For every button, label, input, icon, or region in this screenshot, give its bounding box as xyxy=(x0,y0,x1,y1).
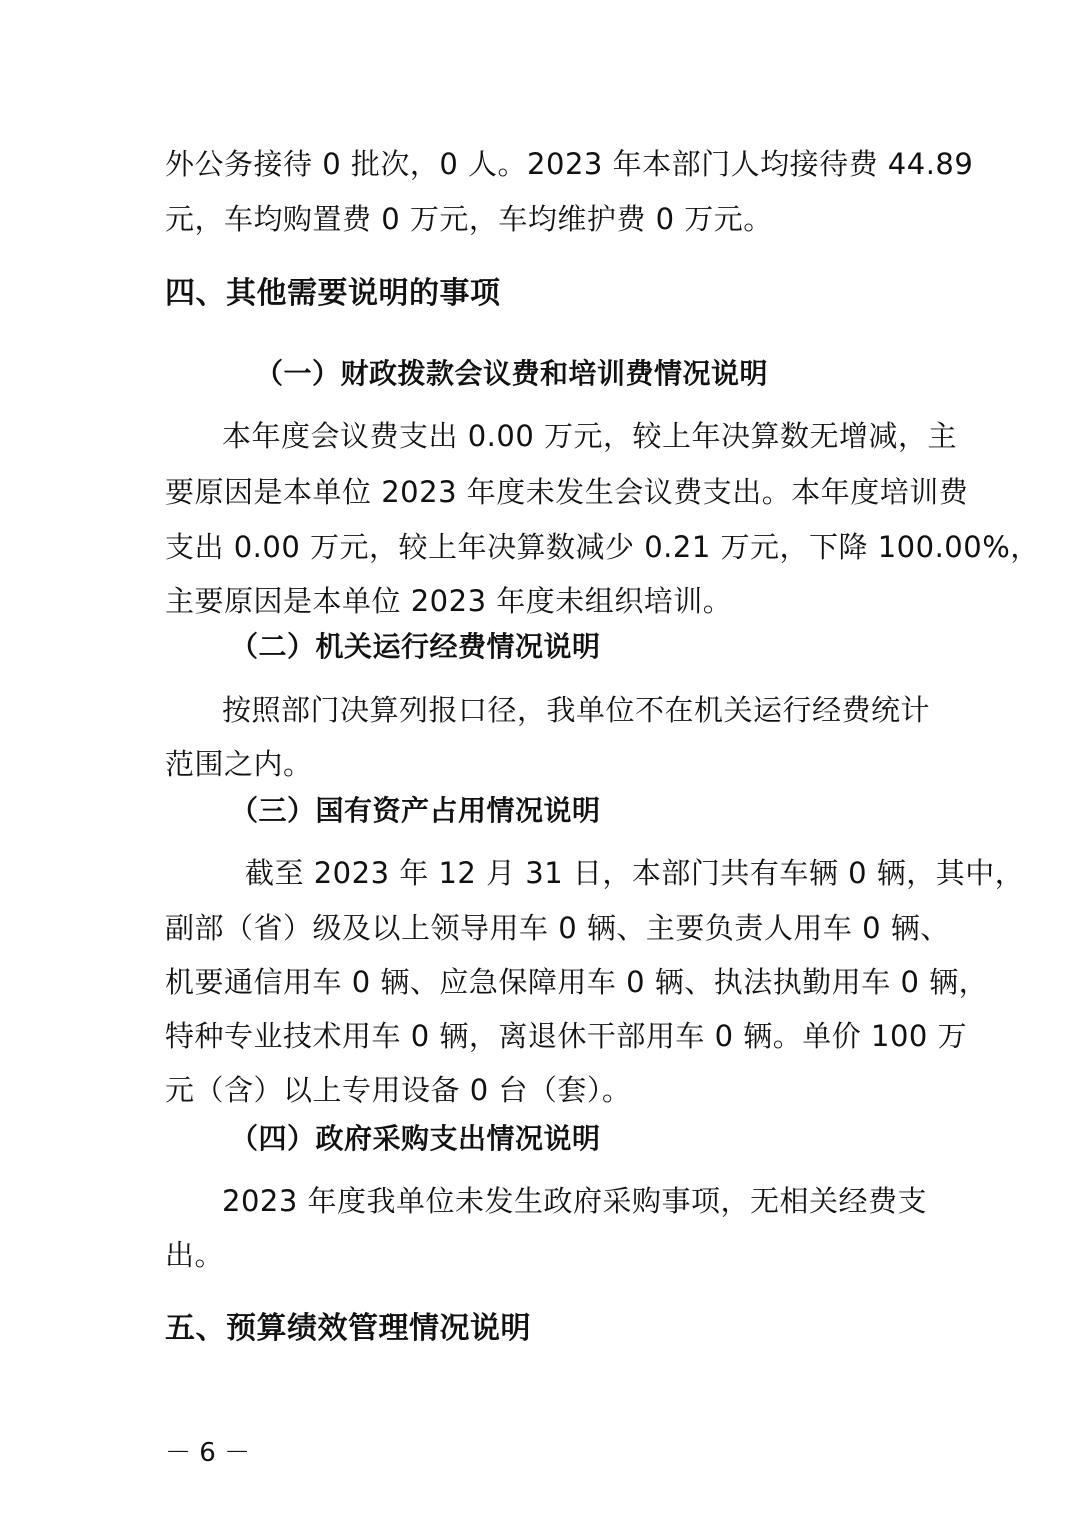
paragraph-line: 2023 年度我单位未发生政府采购事项，无相关经费支 xyxy=(222,1184,928,1218)
paragraph-line: 外公务接待 0 批次，0 人。2023 年本部门人均接待费 44.89 xyxy=(165,147,974,181)
paragraph-line: 主要原因是本单位 2023 年度未组织培训。 xyxy=(165,584,733,618)
paragraph-line: 机要通信用车 0 辆、应急保障用车 0 辆、执法执勤用车 0 辆， xyxy=(165,965,989,999)
paragraph-line: 元，车均购置费 0 万元，车均维护费 0 万元。 xyxy=(165,202,773,236)
paragraph-line: 特种专业技术用车 0 辆，离退休干部用车 0 辆。单价 100 万 xyxy=(165,1019,968,1053)
paragraph-line: 副部（省）级及以上领导用车 0 辆、主要负责人用车 0 辆、 xyxy=(165,911,950,945)
paragraph-line: 范围之内。 xyxy=(165,747,313,781)
subsection-heading: （一）财政拨款会议费和培训费情况说明 xyxy=(255,357,769,390)
paragraph-line: 要原因是本单位 2023 年度未发生会议费支出。本年度培训费 xyxy=(165,475,969,509)
paragraph-line: 出。 xyxy=(165,1238,225,1272)
paragraph-line: 元（含）以上专用设备 0 台（套）。 xyxy=(165,1073,632,1107)
subsection-heading: （三）国有资产占用情况说明 xyxy=(230,794,601,827)
paragraph-line: 支出 0.00 万元，较上年决算数减少 0.21 万元，下降 100.00%， xyxy=(165,530,1040,564)
subsection-heading: （四）政府采购支出情况说明 xyxy=(230,1122,601,1155)
paragraph-line: 按照部门决算列报口径，我单位不在机关运行经费统计 xyxy=(222,693,931,727)
section-heading: 五、预算绩效管理情况说明 xyxy=(165,1311,531,1346)
paragraph-line: 截至 2023 年 12 月 31 日，本部门共有车辆 0 辆，其中， xyxy=(245,856,1025,890)
paragraph-line: 本年度会议费支出 0.00 万元，较上年决算数无增减，主 xyxy=(222,419,958,453)
section-heading: 四、其他需要说明的事项 xyxy=(165,276,501,311)
subsection-heading: （二）机关运行经费情况说明 xyxy=(230,630,601,663)
page-number: － 6 － xyxy=(165,1438,251,1468)
